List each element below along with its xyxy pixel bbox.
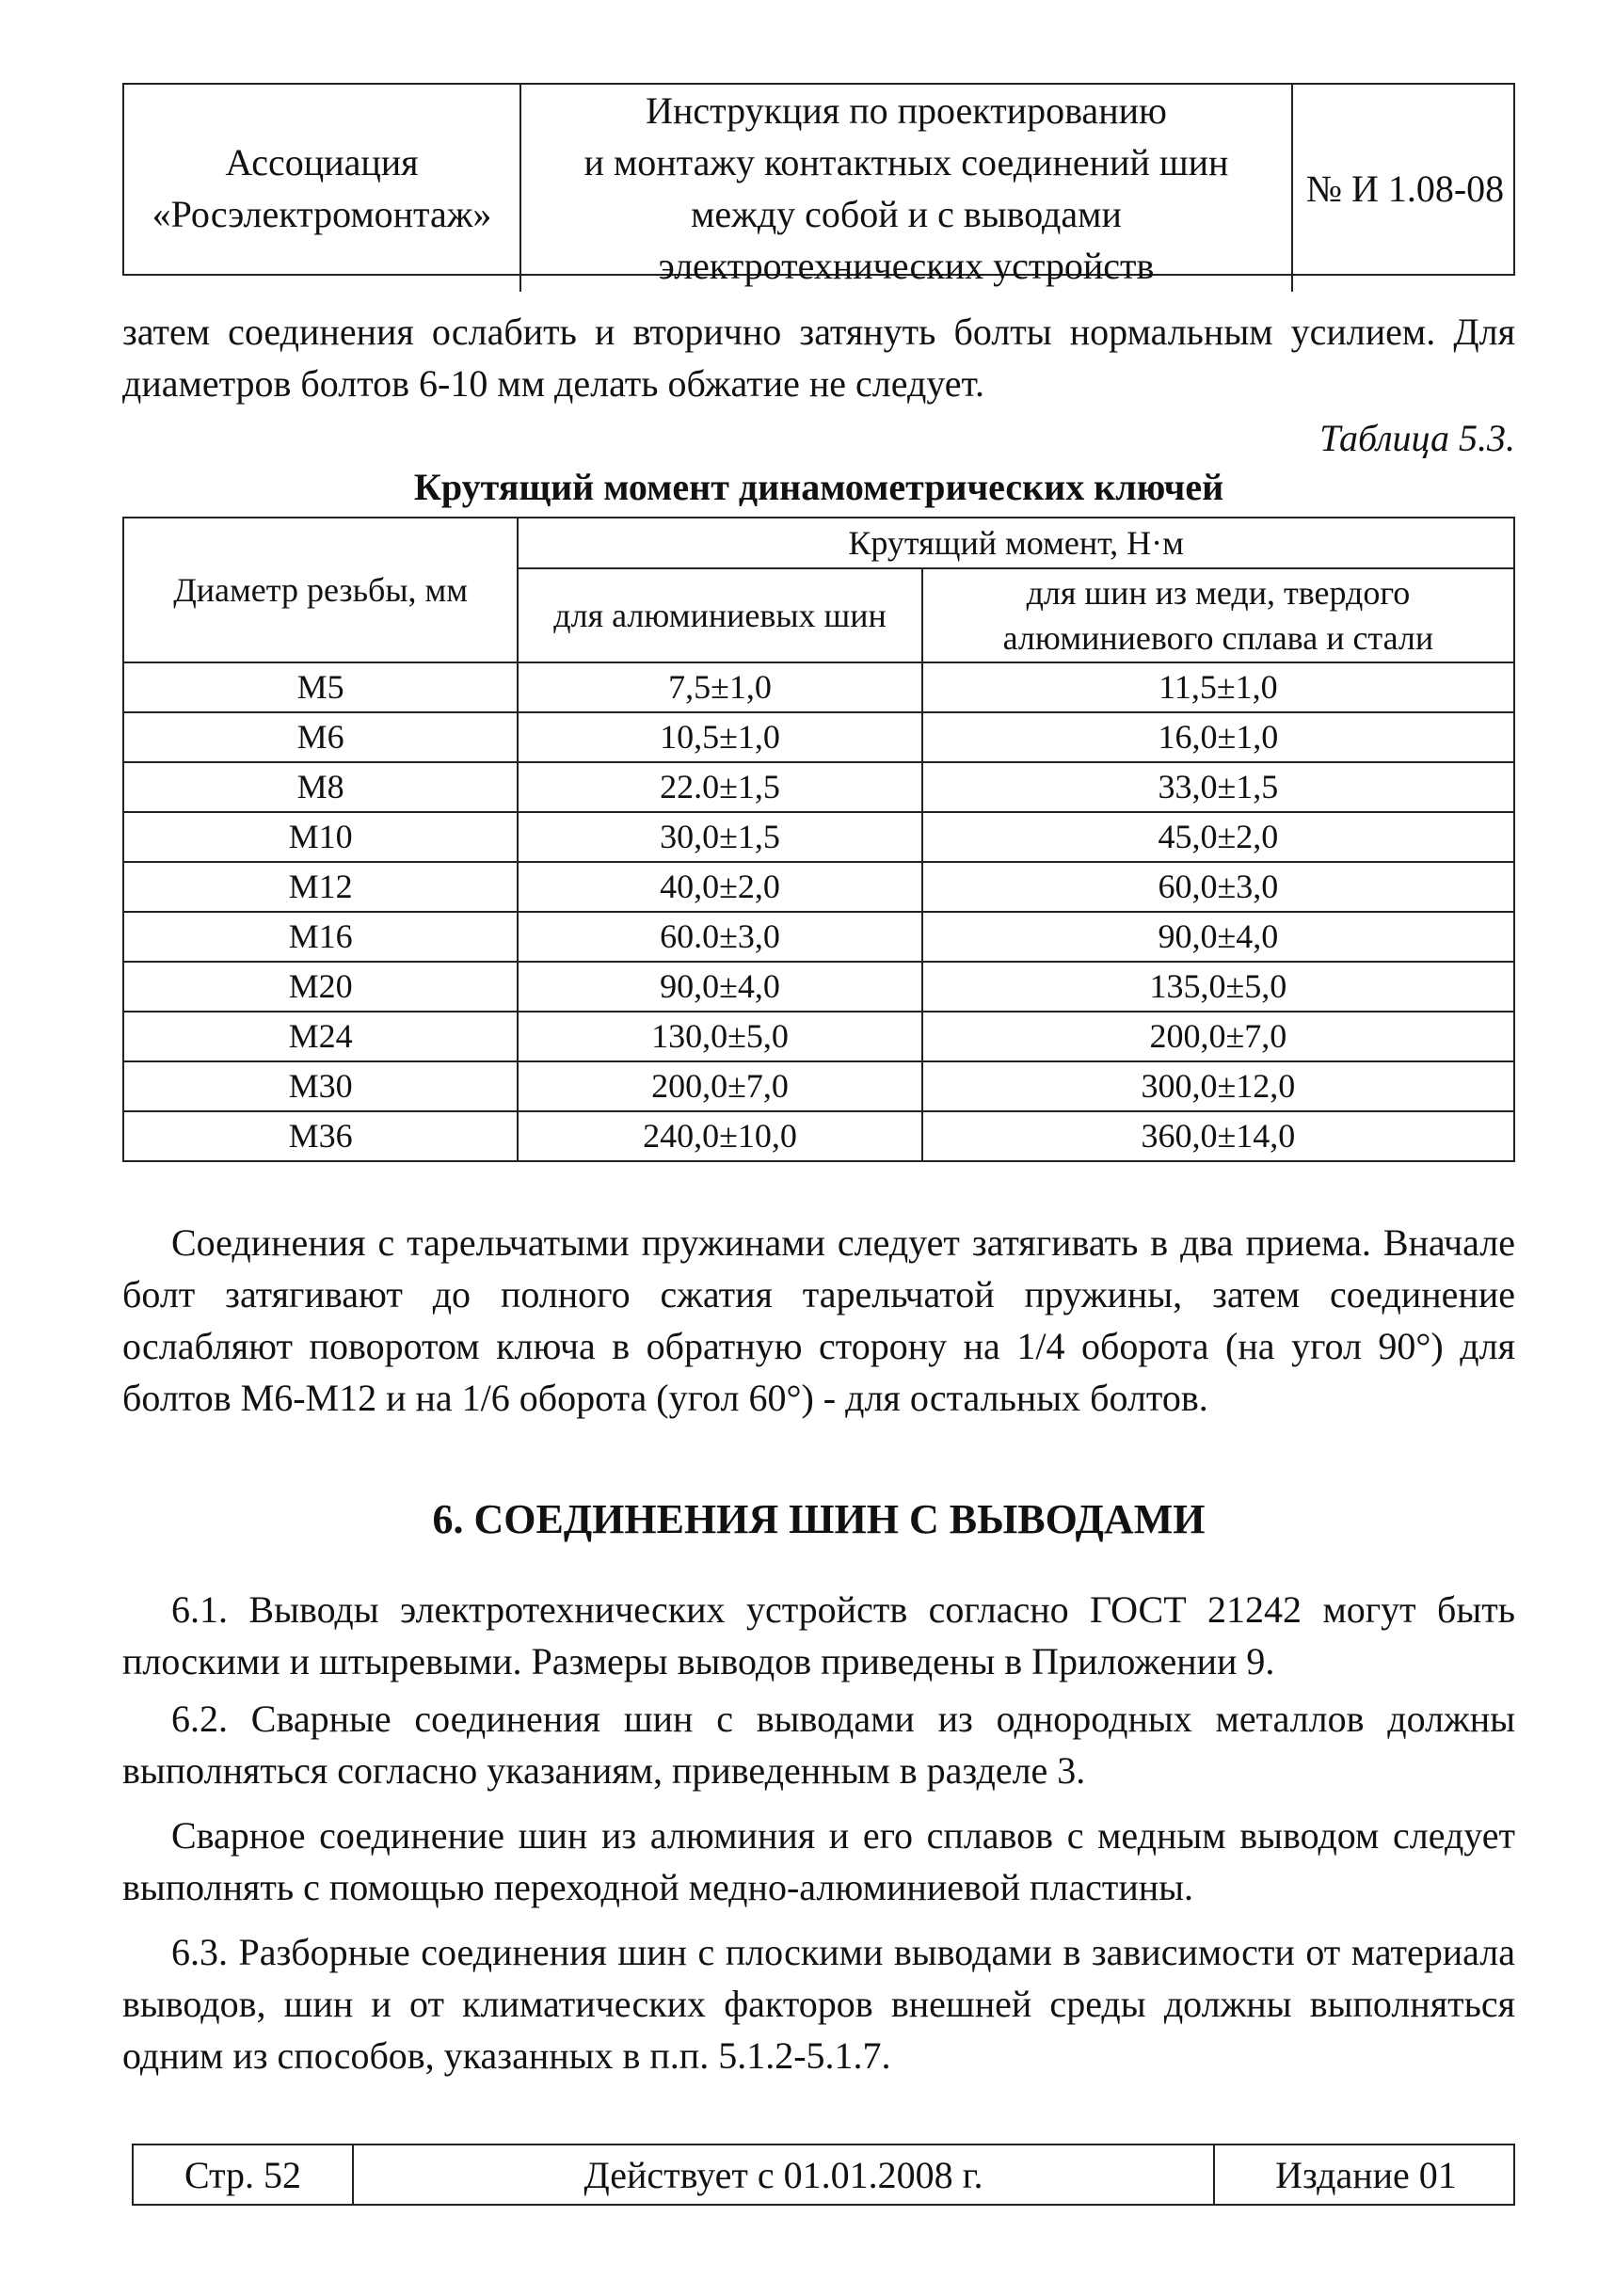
- cell-diameter: М36: [123, 1111, 518, 1161]
- cell-diameter: М12: [123, 862, 518, 912]
- organization-line-2: «Росэлектромонтаж»: [152, 193, 492, 235]
- cell-copper: 135,0±5,0: [922, 962, 1514, 1012]
- torque-table: [122, 517, 1515, 1162]
- section-paragraph-welded: Сварное соединение шин из алюминия и его сплавов с медным выводом следует выполнять с помощью переходной медно-алюминиевой пластины.: [122, 1814, 1515, 1908]
- cell-aluminum: 240,0±10,0: [518, 1111, 921, 1161]
- cell-diameter: М16: [123, 912, 518, 962]
- page-number: Стр. 52: [184, 2153, 302, 2196]
- cell-aluminum: 30,0±1,5: [518, 812, 921, 862]
- section-paragraph-6-3: 6.3. Разборные соединения шин с плоскими выводами в зависимости от материала выводов, шин и от климатических факторов внешней среды должны выполняться одним из способов, указанных в п.п. 5.1.2-5.1.7.: [122, 1931, 1515, 2077]
- document-title-cell: [519, 85, 1291, 292]
- document-title-line: и монтажу контактных соединений шин: [583, 141, 1229, 183]
- cell-copper: 360,0±14,0: [922, 1111, 1514, 1161]
- page-footer: [132, 2144, 1515, 2206]
- table-row: [123, 712, 1514, 762]
- column-header-copper: для шин из меди, твердого алюминиевого сплава и стали: [922, 568, 1514, 662]
- organization-line-1: Ассоциация: [225, 141, 419, 183]
- document-number-cell: [1291, 85, 1517, 292]
- table-row: [123, 912, 1514, 962]
- document-title-line: электротехнических устройств: [658, 245, 1155, 287]
- document-number: № И 1.08-08: [1305, 167, 1505, 210]
- section-paragraph-6-1: 6.1. Выводы электротехнических устройств согласно ГОСТ 21242 могут быть плоскими и штыревыми. Размеры выводов приведены в Приложении 9.: [122, 1588, 1515, 1682]
- cell-copper: 33,0±1,5: [922, 762, 1514, 812]
- cell-copper: 11,5±1,0: [922, 662, 1514, 712]
- intro-paragraph: затем соединения ослабить и вторично затянуть болты нормальным усилием. Для диаметров болтов 6-10 мм делать обжатие не следует.: [122, 311, 1515, 405]
- edition: Издание 01: [1213, 2145, 1517, 2204]
- table-row: [123, 1012, 1514, 1061]
- cell-aluminum: 7,5±1,0: [518, 662, 921, 712]
- table-row: [123, 662, 1514, 712]
- document-header: [122, 83, 1515, 287]
- spring-paragraph: Соединения с тарельчатыми пружинами следует затягивать в два приема. Вначале болт затягивают до полного сжатия тарельчатой пружины, затем соединение ослабляют поворотом ключа в обратную сторону на 1/4 оборота (на угол 90°) для болтов М6-М12 и на 1/6 оборота (угол 60°) - для остальных болтов.: [122, 1221, 1515, 1419]
- table-row: [123, 762, 1514, 812]
- cell-copper: 60,0±3,0: [922, 862, 1514, 912]
- cell-copper: 300,0±12,0: [922, 1061, 1514, 1111]
- document-title-line: Инструкция по проектированию: [646, 89, 1167, 132]
- cell-aluminum: 40,0±2,0: [518, 862, 921, 912]
- table-row: [123, 812, 1514, 862]
- cell-aluminum: 60.0±3,0: [518, 912, 921, 962]
- table-row: [123, 962, 1514, 1012]
- page-content: [122, 83, 1515, 2081]
- organization-cell: [124, 85, 519, 292]
- column-header-diameter: Диаметр резьбы, мм: [123, 518, 518, 662]
- cell-aluminum: 200,0±7,0: [518, 1061, 921, 1111]
- column-header-torque: Крутящий момент, Н·м: [518, 518, 1514, 568]
- cell-diameter: М5: [123, 662, 518, 712]
- section-title: 6. СОЕДИНЕНИЯ ШИН С ВЫВОДАМИ: [432, 1496, 1206, 1542]
- table-row: [123, 1111, 1514, 1161]
- table-body: [123, 662, 1514, 1161]
- table-row: [123, 862, 1514, 912]
- cell-diameter: М24: [123, 1012, 518, 1061]
- cell-aluminum: 130,0±5,0: [518, 1012, 921, 1061]
- cell-diameter: М8: [123, 762, 518, 812]
- cell-copper: 45,0±2,0: [922, 812, 1514, 862]
- cell-copper: 90,0±4,0: [922, 912, 1514, 962]
- cell-diameter: М10: [123, 812, 518, 862]
- cell-diameter: М20: [123, 962, 518, 1012]
- cell-aluminum: 10,5±1,0: [518, 712, 921, 762]
- cell-aluminum: 90,0±4,0: [518, 962, 921, 1012]
- cell-diameter: М30: [123, 1061, 518, 1111]
- column-header-aluminum: для алюминиевых шин: [518, 568, 921, 662]
- effective-date: Действует с 01.01.2008 г.: [352, 2145, 1213, 2204]
- table-title: Крутящий момент динамометрических ключей: [413, 466, 1224, 508]
- section-paragraph-6-2: 6.2. Сварные соединения шин с выводами из однородных металлов должны выполняться согласно указаниям, приведенным в разделе 3.: [122, 1698, 1515, 1792]
- table-row: [123, 1061, 1514, 1111]
- table-label: Таблица 5.3.: [1319, 417, 1515, 459]
- cell-diameter: М6: [123, 712, 518, 762]
- cell-copper: 16,0±1,0: [922, 712, 1514, 762]
- table-header-row: [123, 518, 1514, 568]
- cell-copper: 200,0±7,0: [922, 1012, 1514, 1061]
- cell-aluminum: 22.0±1,5: [518, 762, 921, 812]
- document-title-line: между собой и с выводами: [691, 193, 1122, 235]
